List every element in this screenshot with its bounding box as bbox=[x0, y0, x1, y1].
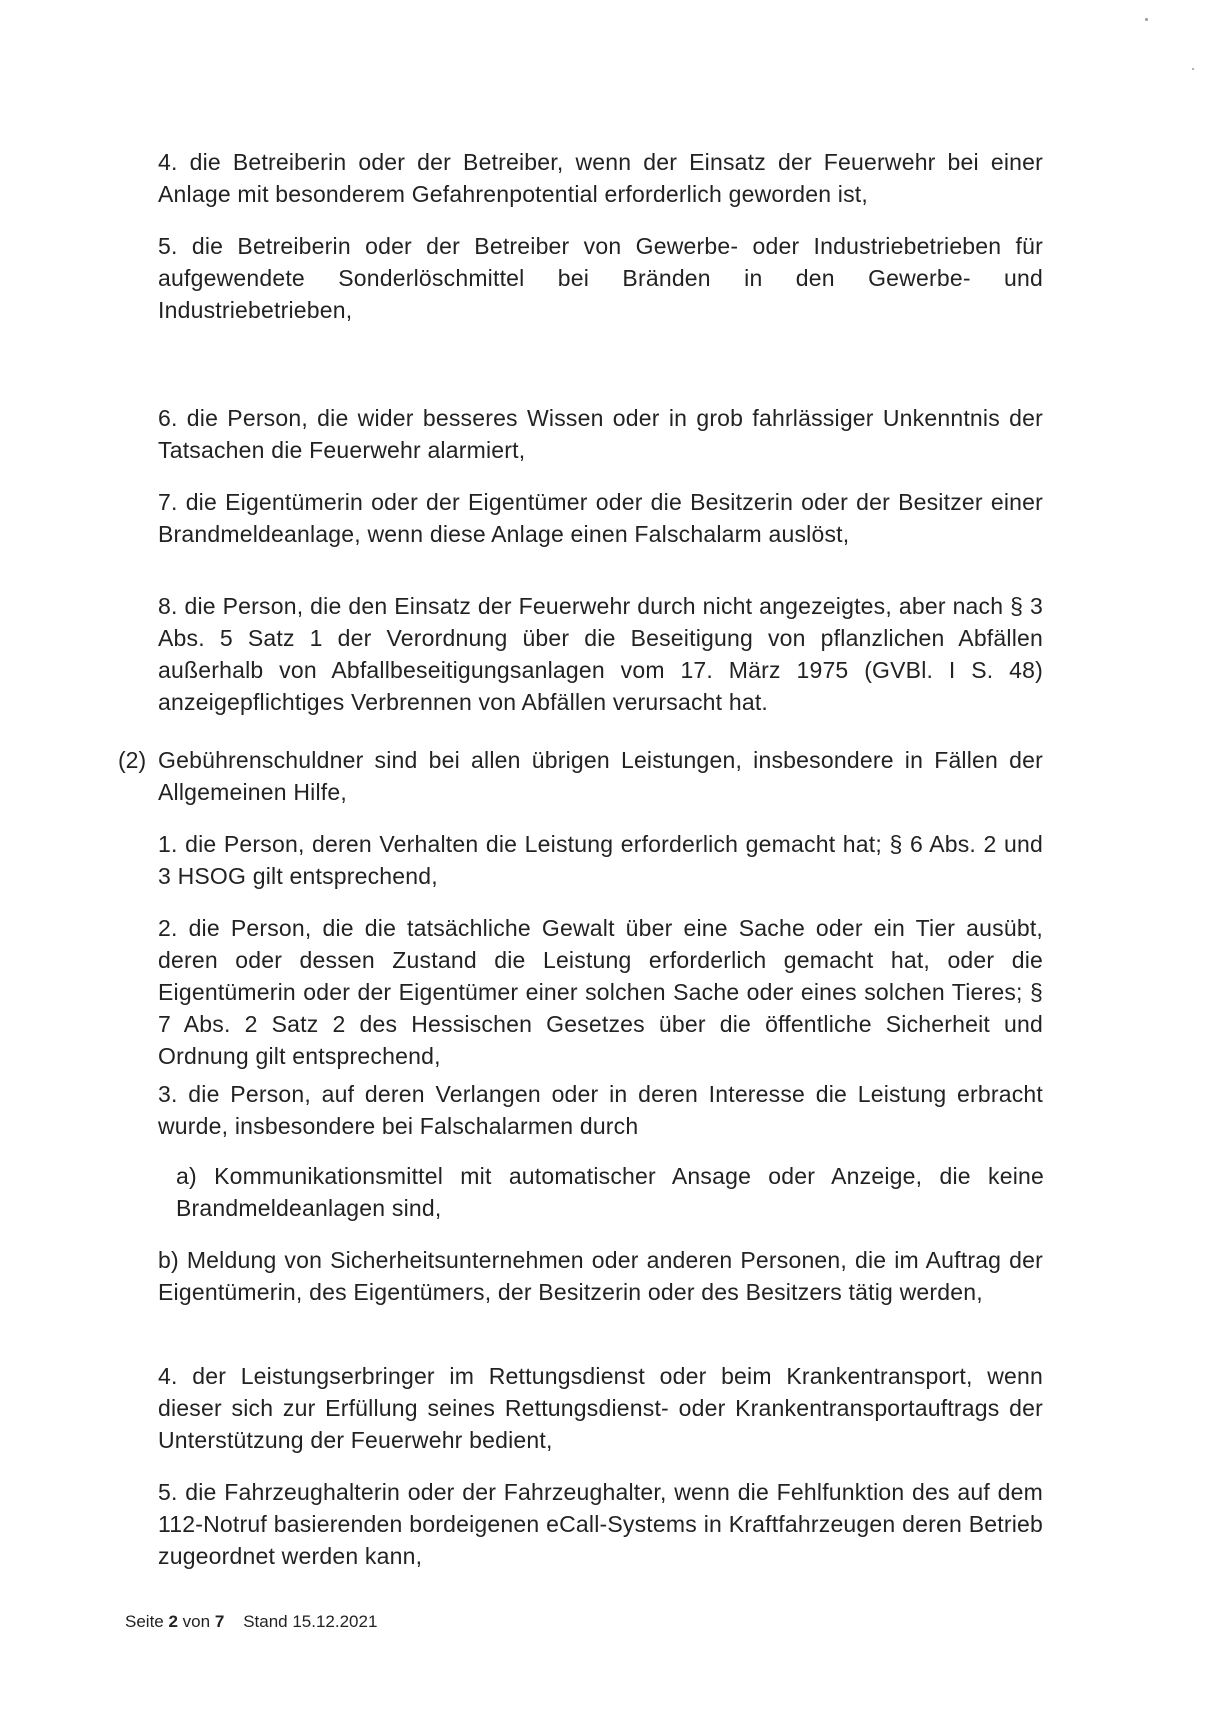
footer-stand: Stand 15.12.2021 bbox=[243, 1612, 378, 1631]
section-marker: (2) bbox=[118, 747, 147, 773]
scan-speck bbox=[1192, 68, 1194, 70]
section2-item-3b: b) Meldung von Sicherheitsunternehmen oder anderen Personen, die im Auftrag der Eigentümerin, des Eigentümers, der Besitzerin oder des Besitzers tätig werden, bbox=[158, 1247, 1043, 1305]
footer-page-current: 2 bbox=[168, 1612, 178, 1631]
section-intro: Gebührenschuldner sind bei allen übrigen Leistungen, insbesondere in Fällen der Allgemeinen Hilfe, bbox=[158, 747, 1043, 805]
footer-page-prefix: Seite bbox=[125, 1612, 169, 1631]
footer-page-mid: von bbox=[177, 1612, 215, 1631]
section2-item-3: 3. die Person, auf deren Verlangen oder in deren Interesse die Leistung erbracht wurde, insbesondere bei Falschalarmen durch bbox=[158, 1081, 1043, 1139]
list-item-5: 5. die Betreiberin oder der Betreiber von Gewerbe- oder Industriebetrieben für aufgewendete Sonderlöschmittel bei Bränden in den Gewerbe- und Industriebetrieben, bbox=[158, 233, 1043, 323]
section2-item-1: 1. die Person, deren Verhalten die Leistung erforderlich gemacht hat; § 6 Abs. 2 und 3 HSOG gilt entsprechend, bbox=[158, 831, 1043, 889]
page-footer bbox=[125, 1611, 377, 1633]
scan-speck bbox=[1145, 18, 1148, 21]
section2-item-4: 4. der Leistungserbringer im Rettungsdienst oder beim Krankentransport, wenn dieser sich zur Erfüllung seines Rettungsdienst- oder Krankentransportauftrags der Unterstützung der Feuerwehr bedient, bbox=[158, 1363, 1043, 1453]
footer-page-total: 7 bbox=[214, 1612, 225, 1631]
section2-item-5: 5. die Fahrzeughalterin oder der Fahrzeughalter, wenn die Fehlfunktion des auf dem 112-Notruf basierenden bordeigenen eCall-Systems in Kraftfahrzeugen deren Betrieb zugeordnet werden kann, bbox=[158, 1479, 1043, 1569]
list-item-7: 7. die Eigentümerin oder der Eigentümer oder die Besitzerin oder der Besitzer einer Brandmeldeanlage, wenn diese Anlage einen Falschalarm auslöst, bbox=[158, 489, 1043, 547]
list-item-8: 8. die Person, die den Einsatz der Feuerwehr durch nicht angezeigtes, aber nach § 3 Abs. 5 Satz 1 der Verordnung über die Beseitigung von pflanzlichen Abfällen außerhalb von Abfallbeseitigungsanlagen vom 17. März 1975 (GVBl. I S. 48) anzeigepflichtiges Verbrennen von Abfällen verursacht hat. bbox=[158, 593, 1043, 715]
section2-item-2: 2. die Person, die die tatsächliche Gewalt über eine Sache oder ein Tier ausübt, deren oder dessen Zustand die Leistung erforderlich gemacht hat, oder die Eigentümerin oder der Eigentümer einer solchen Sache oder eines solchen Tieres; § 7 Abs. 2 Satz 2 des Hessischen Gesetzes über die öffentliche Sicherheit und Ordnung gilt entsprechend, bbox=[158, 915, 1043, 1069]
list-item-6: 6. die Person, die wider besseres Wissen oder in grob fahrlässiger Unkenntnis der Tatsachen die Feuerwehr alarmiert, bbox=[158, 405, 1043, 463]
list-item-4: 4. die Betreiberin oder der Betreiber, wenn der Einsatz der Feuerwehr bei einer Anlage mit besonderem Gefahrenpotential erforderlich geworden ist, bbox=[158, 149, 1043, 207]
section2-item-3a: a) Kommunikationsmittel mit automatischer Ansage oder Anzeige, die keine Brandmeldeanlagen sind, bbox=[176, 1163, 1044, 1221]
